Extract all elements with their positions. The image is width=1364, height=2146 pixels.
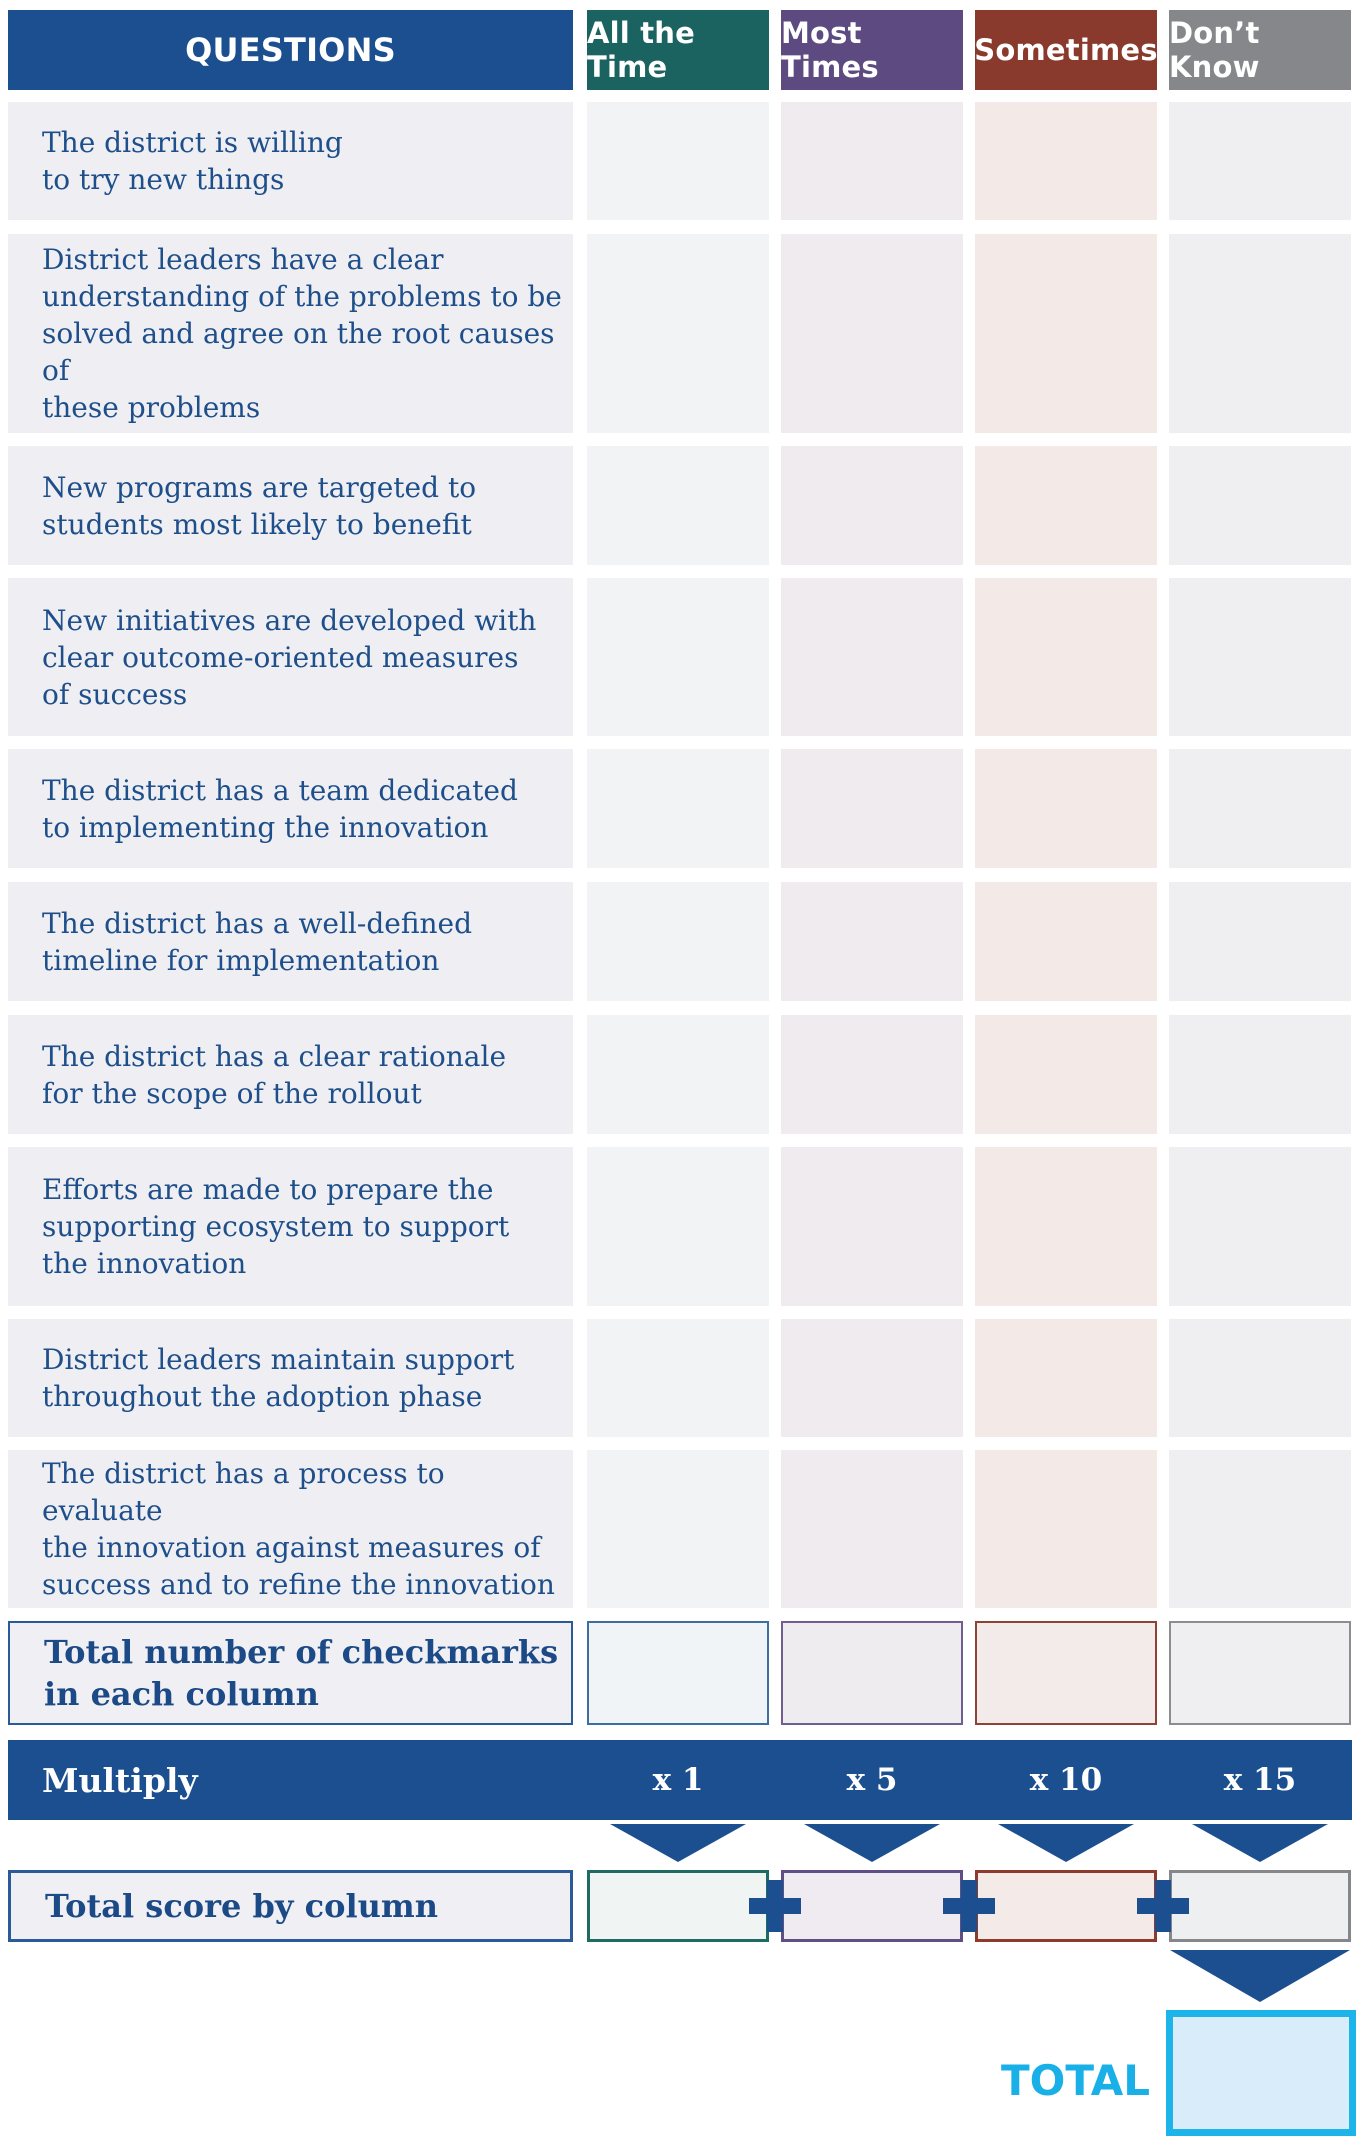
total-checkmarks-sometimes[interactable] — [975, 1621, 1157, 1725]
checkbox-most-times[interactable] — [781, 749, 963, 868]
question-text: The district has a clear rationale for the scope of the rollout — [42, 1039, 507, 1110]
checkbox-sometimes[interactable] — [975, 749, 1157, 868]
total-box[interactable] — [1166, 2010, 1356, 2136]
checkbox-all-the-time[interactable] — [587, 1450, 769, 1608]
multiplier-all-the-time: x 1 — [652, 1762, 704, 1798]
checkbox-all-the-time[interactable] — [587, 1147, 769, 1306]
checkbox-most-times[interactable] — [781, 882, 963, 1001]
multiplier-dont-know: x 15 — [1223, 1762, 1297, 1798]
plus-icon — [1137, 1880, 1189, 1932]
checkbox-dont-know[interactable] — [1169, 749, 1351, 868]
checkbox-most-times[interactable] — [781, 1147, 963, 1306]
total-checkmarks-most-times[interactable] — [781, 1621, 963, 1725]
checkbox-most-times[interactable] — [781, 1015, 963, 1134]
checkbox-sometimes[interactable] — [975, 102, 1157, 220]
column-header-all-the-time — [587, 10, 769, 90]
total-label: TOTAL — [1000, 2055, 1150, 2105]
checkbox-all-the-time[interactable] — [587, 1015, 769, 1134]
checkbox-dont-know[interactable] — [1169, 234, 1351, 433]
checkbox-all-the-time[interactable] — [587, 446, 769, 565]
arrow-down-icon — [1170, 1950, 1350, 2002]
question-cell — [8, 1319, 573, 1437]
question-text: The district has a well-defined timeline for implementation — [42, 906, 473, 977]
question-cell — [8, 578, 573, 736]
checkbox-sometimes[interactable] — [975, 1147, 1157, 1306]
checkbox-all-the-time[interactable] — [587, 749, 769, 868]
question-cell — [8, 1450, 573, 1608]
column-header-label: Sometimes — [974, 33, 1158, 67]
score-dont-know[interactable] — [1169, 1870, 1351, 1942]
checkbox-sometimes[interactable] — [975, 1450, 1157, 1608]
arrow-down-icon — [610, 1824, 746, 1862]
total-checkmarks-dont-know[interactable] — [1169, 1621, 1351, 1725]
checkbox-dont-know[interactable] — [1169, 1147, 1351, 1306]
checkbox-most-times[interactable] — [781, 234, 963, 433]
plus-icon — [749, 1880, 801, 1932]
question-cell — [8, 1147, 573, 1306]
total-checkmarks-all-the-time[interactable] — [587, 1621, 769, 1725]
question-cell — [8, 1015, 573, 1134]
question-text: District leaders have a clear understanding of the problems to be solved and agree on the root causes of these problems — [42, 243, 562, 424]
arrow-down-icon — [1192, 1824, 1328, 1862]
column-header-label: Don’t Know — [1169, 16, 1260, 84]
checkbox-dont-know[interactable] — [1169, 578, 1351, 736]
checkbox-sometimes[interactable] — [975, 446, 1157, 565]
question-text: Efforts are made to prepare the supporting ecosystem to support the innovation — [42, 1173, 510, 1280]
question-cell — [8, 102, 573, 220]
column-header-dont-know — [1169, 10, 1351, 90]
column-header-sometimes — [975, 10, 1157, 90]
checkbox-sometimes[interactable] — [975, 882, 1157, 1001]
checkbox-dont-know[interactable] — [1169, 1319, 1351, 1437]
multiplier-most-times: x 5 — [846, 1762, 898, 1798]
plus-icon — [943, 1880, 995, 1932]
checkbox-dont-know[interactable] — [1169, 446, 1351, 565]
multiplier-sometimes: x 10 — [1029, 1762, 1103, 1798]
checkbox-all-the-time[interactable] — [587, 578, 769, 736]
question-text: New programs are targeted to students most likely to benefit — [42, 470, 477, 541]
question-text: The district has a process to evaluate the innovation against measures of success and to refine the innovation — [42, 1457, 555, 1601]
checkbox-most-times[interactable] — [781, 578, 963, 736]
checkbox-dont-know[interactable] — [1169, 1450, 1351, 1608]
score-most-times[interactable] — [781, 1870, 963, 1942]
question-cell — [8, 749, 573, 868]
checkbox-sometimes[interactable] — [975, 1015, 1157, 1134]
checkbox-all-the-time[interactable] — [587, 882, 769, 1001]
question-cell — [8, 234, 573, 433]
question-cell — [8, 882, 573, 1001]
total-score-by-column-label: Total score by column — [8, 1870, 573, 1942]
checkbox-all-the-time[interactable] — [587, 234, 769, 433]
total-checkmarks-text: Total number of checkmarks in each column — [44, 1633, 559, 1713]
checkbox-dont-know[interactable] — [1169, 1015, 1351, 1134]
question-text: The district is willing to try new things — [42, 126, 343, 196]
total-checkmarks-label — [8, 1621, 573, 1725]
checkbox-sometimes[interactable] — [975, 578, 1157, 736]
checkbox-most-times[interactable] — [781, 1319, 963, 1437]
checkbox-sometimes[interactable] — [975, 1319, 1157, 1437]
checkbox-dont-know[interactable] — [1169, 102, 1351, 220]
arrow-down-icon — [998, 1824, 1134, 1862]
question-text: New initiatives are developed with clear outcome-oriented measures of success — [42, 603, 537, 711]
column-header-most-times — [781, 10, 963, 90]
multiply-label: Multiply — [42, 1760, 198, 1800]
question-text: The district has a team dedicated to implementing the innovation — [42, 773, 518, 844]
questions-header-label: QUESTIONS — [185, 31, 396, 69]
question-cell — [8, 446, 573, 565]
checkbox-most-times[interactable] — [781, 102, 963, 220]
score-sometimes[interactable] — [975, 1870, 1157, 1942]
checkbox-most-times[interactable] — [781, 1450, 963, 1608]
column-header-label: Most Times — [781, 16, 879, 84]
checkbox-sometimes[interactable] — [975, 234, 1157, 433]
checkbox-dont-know[interactable] — [1169, 882, 1351, 1001]
arrow-down-icon — [804, 1824, 940, 1862]
checkbox-all-the-time[interactable] — [587, 102, 769, 220]
checkbox-all-the-time[interactable] — [587, 1319, 769, 1437]
checkbox-most-times[interactable] — [781, 446, 963, 565]
questions-header — [8, 10, 573, 90]
column-header-label: All the Time — [587, 16, 695, 84]
question-text: District leaders maintain support throughout the adoption phase — [42, 1343, 515, 1413]
score-all-the-time[interactable] — [587, 1870, 769, 1942]
